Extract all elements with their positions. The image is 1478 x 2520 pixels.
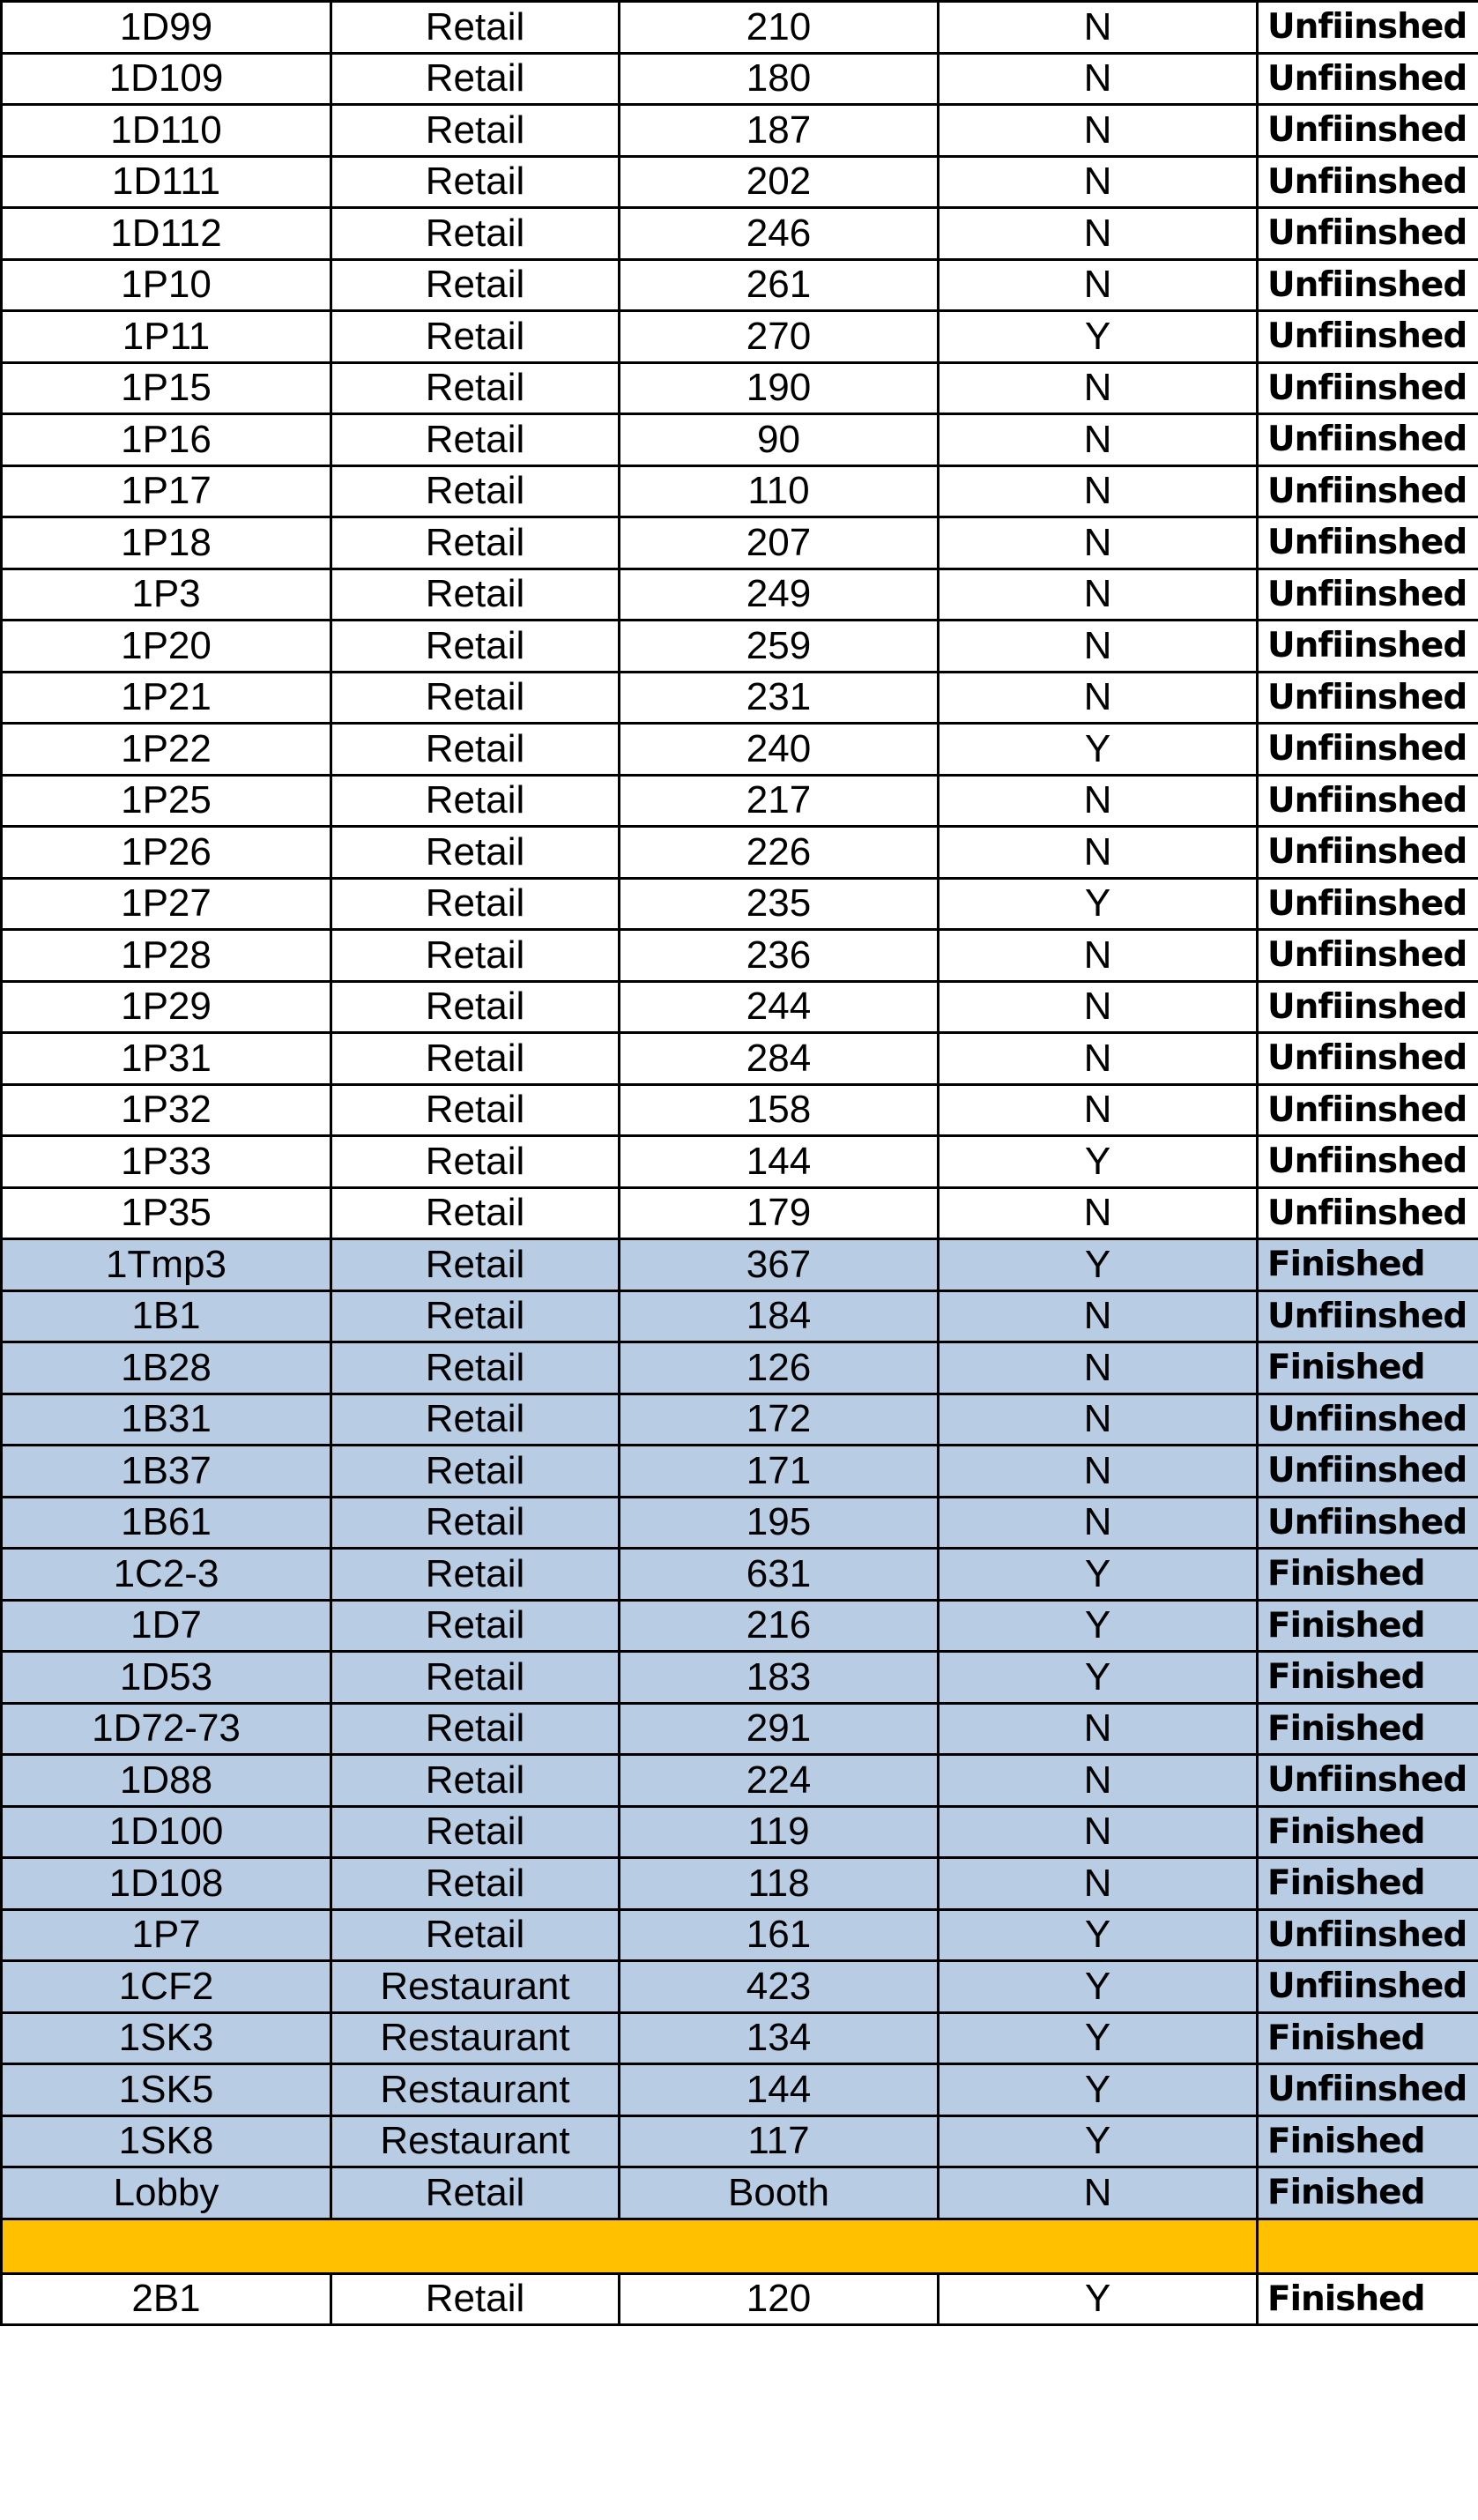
unit-cell: 1D72-73 (2, 1703, 331, 1755)
size-cell: 144 (620, 2064, 939, 2116)
status-cell: Finished (1258, 2115, 1478, 2167)
separator-bar-end (1258, 2219, 1478, 2273)
status-cell: Finished (1258, 1239, 1478, 1291)
type-cell: Retail (331, 1755, 620, 1807)
size-cell: 158 (620, 1084, 939, 1136)
unit-cell: 1B31 (2, 1394, 331, 1446)
type-cell: Retail (331, 1703, 620, 1755)
size-cell: 187 (620, 105, 939, 157)
table-row (2, 1703, 1478, 1755)
table-row (2, 2, 1478, 54)
flag-cell: N (939, 930, 1258, 982)
table-row (2, 53, 1478, 105)
flag-cell: N (939, 53, 1258, 105)
unit-cell: 1B61 (2, 1497, 331, 1549)
unit-cell: 1P11 (2, 311, 331, 363)
size-cell: 270 (620, 311, 939, 363)
flag-cell: Y (939, 1239, 1258, 1291)
flag-cell: N (939, 517, 1258, 569)
status-cell: Unfiinshed (1258, 1446, 1478, 1498)
type-cell: Retail (331, 2, 620, 54)
table-row (2, 2167, 1478, 2219)
unit-cell: 1SK3 (2, 2012, 331, 2064)
unit-cell: 1P27 (2, 878, 331, 930)
type-cell: Retail (331, 1600, 620, 1652)
unit-cell: 1P7 (2, 1909, 331, 1961)
status-cell: Unfiinshed (1258, 1290, 1478, 1342)
size-cell: 216 (620, 1600, 939, 1652)
table-row (2, 1497, 1478, 1549)
size-cell: 202 (620, 156, 939, 208)
flag-cell: Y (939, 724, 1258, 776)
status-cell: Finished (1258, 2273, 1478, 2325)
size-cell: 110 (620, 465, 939, 517)
status-cell: Unfiinshed (1258, 105, 1478, 157)
table-row (2, 1239, 1478, 1291)
table-row (2, 672, 1478, 724)
unit-cell: 1P33 (2, 1136, 331, 1188)
flag-cell: N (939, 2, 1258, 54)
separator-bar (2, 2219, 1258, 2273)
table-row (2, 1961, 1478, 2013)
size-cell: 118 (620, 1858, 939, 1910)
flag-cell: N (939, 1497, 1258, 1549)
size-cell: 224 (620, 1755, 939, 1807)
size-cell: 172 (620, 1394, 939, 1446)
table-row (2, 259, 1478, 311)
unit-cell: 1C2-3 (2, 1549, 331, 1601)
size-cell: 261 (620, 259, 939, 311)
unit-cell: 1P31 (2, 1033, 331, 1085)
type-cell: Retail (331, 1394, 620, 1446)
flag-cell: N (939, 672, 1258, 724)
status-cell: Unfiinshed (1258, 878, 1478, 930)
type-cell: Retail (331, 1187, 620, 1239)
size-cell: 184 (620, 1290, 939, 1342)
table-row (2, 1600, 1478, 1652)
unit-cell: 1B1 (2, 1290, 331, 1342)
flag-cell: Y (939, 1136, 1258, 1188)
size-cell: 246 (620, 208, 939, 260)
unit-cell: 1P28 (2, 930, 331, 982)
size-cell: 244 (620, 981, 939, 1033)
unit-cell: 1SK5 (2, 2064, 331, 2116)
size-cell: 231 (620, 672, 939, 724)
type-cell: Retail (331, 981, 620, 1033)
size-cell: 190 (620, 362, 939, 414)
status-cell: Unfiinshed (1258, 1187, 1478, 1239)
table-row (2, 2115, 1478, 2167)
status-cell: Finished (1258, 1806, 1478, 1858)
flag-cell: Y (939, 1961, 1258, 2013)
flag-cell: N (939, 105, 1258, 157)
type-cell: Retail (331, 208, 620, 260)
flag-cell: N (939, 208, 1258, 260)
status-cell: Finished (1258, 2167, 1478, 2219)
table-row (2, 1136, 1478, 1188)
unit-cell: 1P20 (2, 621, 331, 673)
flag-cell: N (939, 1755, 1258, 1807)
unit-cell: 1P18 (2, 517, 331, 569)
type-cell: Retail (331, 1446, 620, 1498)
status-cell: Unfiinshed (1258, 827, 1478, 879)
unit-cell: 2B1 (2, 2273, 331, 2325)
type-cell: Retail (331, 105, 620, 157)
unit-cell: 1D109 (2, 53, 331, 105)
flag-cell: Y (939, 2064, 1258, 2116)
unit-cell: 1D53 (2, 1652, 331, 1704)
table-row (2, 105, 1478, 157)
unit-cell: 1P26 (2, 827, 331, 879)
table-row (2, 465, 1478, 517)
type-cell: Retail (331, 465, 620, 517)
status-cell: Unfiinshed (1258, 672, 1478, 724)
type-cell: Retail (331, 930, 620, 982)
unit-cell: 1SK8 (2, 2115, 331, 2167)
status-cell: Unfiinshed (1258, 208, 1478, 260)
type-cell: Retail (331, 311, 620, 363)
table-row (2, 878, 1478, 930)
table-row (2, 1033, 1478, 1085)
flag-cell: Y (939, 2115, 1258, 2167)
flag-cell: N (939, 2167, 1258, 2219)
type-cell: Retail (331, 672, 620, 724)
type-cell: Retail (331, 362, 620, 414)
size-cell: 236 (620, 930, 939, 982)
table-row (2, 569, 1478, 621)
type-cell: Retail (331, 2167, 620, 2219)
unit-cell: 1P21 (2, 672, 331, 724)
status-cell: Finished (1258, 1549, 1478, 1601)
flag-cell: Y (939, 1652, 1258, 1704)
flag-cell: N (939, 1084, 1258, 1136)
table-row (2, 1858, 1478, 1910)
type-cell: Retail (331, 1342, 620, 1394)
flag-cell: N (939, 1187, 1258, 1239)
flag-cell: Y (939, 2273, 1258, 2325)
flag-cell: Y (939, 1909, 1258, 1961)
status-cell: Finished (1258, 1600, 1478, 1652)
unit-cell: 1P17 (2, 465, 331, 517)
size-cell: 259 (620, 621, 939, 673)
size-cell: 183 (620, 1652, 939, 1704)
size-cell: 117 (620, 2115, 939, 2167)
size-cell: 631 (620, 1549, 939, 1601)
status-cell: Unfiinshed (1258, 156, 1478, 208)
flag-cell: N (939, 362, 1258, 414)
table-row (2, 1652, 1478, 1704)
size-cell: 217 (620, 775, 939, 827)
status-cell: Unfiinshed (1258, 1909, 1478, 1961)
status-cell: Unfiinshed (1258, 1755, 1478, 1807)
separator-row (2, 2219, 1478, 2273)
status-cell: Unfiinshed (1258, 621, 1478, 673)
status-cell: Unfiinshed (1258, 724, 1478, 776)
unit-cell: 1CF2 (2, 1961, 331, 2013)
flag-cell: N (939, 465, 1258, 517)
table-row (2, 621, 1478, 673)
flag-cell: N (939, 1290, 1258, 1342)
table-row (2, 1806, 1478, 1858)
size-cell: 161 (620, 1909, 939, 1961)
unit-cell: 1D111 (2, 156, 331, 208)
table-row (2, 1755, 1478, 1807)
table-row (2, 2064, 1478, 2116)
table-row (2, 930, 1478, 982)
status-cell: Unfiinshed (1258, 517, 1478, 569)
type-cell: Retail (331, 1033, 620, 1085)
table-row (2, 2273, 1478, 2325)
unit-cell: 1D112 (2, 208, 331, 260)
unit-cell: 1P16 (2, 414, 331, 466)
status-cell: Unfiinshed (1258, 1497, 1478, 1549)
flag-cell: N (939, 1703, 1258, 1755)
flag-cell: N (939, 414, 1258, 466)
size-cell: 284 (620, 1033, 939, 1085)
type-cell: Retail (331, 1239, 620, 1291)
table-row (2, 311, 1478, 363)
size-cell: 179 (620, 1187, 939, 1239)
type-cell: Retail (331, 724, 620, 776)
type-cell: Retail (331, 156, 620, 208)
unit-cell: 1D99 (2, 2, 331, 54)
unit-cell: 1P25 (2, 775, 331, 827)
size-cell: 423 (620, 1961, 939, 2013)
unit-cell: Lobby (2, 2167, 331, 2219)
type-cell: Retail (331, 1549, 620, 1601)
flag-cell: N (939, 621, 1258, 673)
status-cell: Finished (1258, 1652, 1478, 1704)
type-cell: Retail (331, 878, 620, 930)
status-cell: Unfiinshed (1258, 2, 1478, 54)
table-row (2, 362, 1478, 414)
status-cell: Unfiinshed (1258, 1136, 1478, 1188)
flag-cell: N (939, 259, 1258, 311)
size-cell: 210 (620, 2, 939, 54)
table-row (2, 1394, 1478, 1446)
unit-cell: 1P29 (2, 981, 331, 1033)
status-cell: Unfiinshed (1258, 1084, 1478, 1136)
table-row (2, 1342, 1478, 1394)
flag-cell: Y (939, 311, 1258, 363)
type-cell: Retail (331, 621, 620, 673)
size-cell: 120 (620, 2273, 939, 2325)
table-row (2, 1084, 1478, 1136)
unit-cell: 1P22 (2, 724, 331, 776)
type-cell: Retail (331, 1909, 620, 1961)
status-cell: Unfiinshed (1258, 362, 1478, 414)
table-row (2, 1909, 1478, 1961)
status-cell: Unfiinshed (1258, 465, 1478, 517)
type-cell: Retail (331, 53, 620, 105)
type-cell: Retail (331, 569, 620, 621)
flag-cell: N (939, 981, 1258, 1033)
size-cell: 126 (620, 1342, 939, 1394)
size-cell: 180 (620, 53, 939, 105)
type-cell: Retail (331, 1652, 620, 1704)
units-table-body (2, 2, 1478, 2325)
size-cell: 226 (620, 827, 939, 879)
status-cell: Unfiinshed (1258, 569, 1478, 621)
unit-cell: 1B28 (2, 1342, 331, 1394)
table-row (2, 1290, 1478, 1342)
type-cell: Retail (331, 1806, 620, 1858)
unit-cell: 1D108 (2, 1858, 331, 1910)
type-cell: Retail (331, 414, 620, 466)
unit-cell: 1Tmp3 (2, 1239, 331, 1291)
flag-cell: N (939, 1342, 1258, 1394)
status-cell: Finished (1258, 2012, 1478, 2064)
status-cell: Unfiinshed (1258, 775, 1478, 827)
table-row (2, 2012, 1478, 2064)
flag-cell: N (939, 1806, 1258, 1858)
size-cell: 291 (620, 1703, 939, 1755)
size-cell: 144 (620, 1136, 939, 1188)
type-cell: Retail (331, 1084, 620, 1136)
status-cell: Unfiinshed (1258, 311, 1478, 363)
status-cell: Finished (1258, 1703, 1478, 1755)
table-row (2, 1446, 1478, 1498)
status-cell: Unfiinshed (1258, 2064, 1478, 2116)
size-cell: 119 (620, 1806, 939, 1858)
size-cell: 367 (620, 1239, 939, 1291)
flag-cell: N (939, 1446, 1258, 1498)
unit-cell: 1D100 (2, 1806, 331, 1858)
table-row (2, 517, 1478, 569)
table-row (2, 156, 1478, 208)
type-cell: Retail (331, 1858, 620, 1910)
size-cell: 134 (620, 2012, 939, 2064)
flag-cell: N (939, 156, 1258, 208)
size-cell: 90 (620, 414, 939, 466)
status-cell: Unfiinshed (1258, 1394, 1478, 1446)
size-cell: Booth (620, 2167, 939, 2219)
size-cell: 240 (620, 724, 939, 776)
table-row (2, 1187, 1478, 1239)
type-cell: Retail (331, 1136, 620, 1188)
type-cell: Restaurant (331, 1961, 620, 2013)
table-row (2, 724, 1478, 776)
flag-cell: Y (939, 878, 1258, 930)
flag-cell: Y (939, 1600, 1258, 1652)
flag-cell: N (939, 827, 1258, 879)
status-cell: Unfiinshed (1258, 414, 1478, 466)
type-cell: Retail (331, 517, 620, 569)
type-cell: Retail (331, 1290, 620, 1342)
size-cell: 235 (620, 878, 939, 930)
status-cell: Unfiinshed (1258, 1961, 1478, 2013)
status-cell: Finished (1258, 1342, 1478, 1394)
flag-cell: Y (939, 2012, 1258, 2064)
size-cell: 249 (620, 569, 939, 621)
size-cell: 207 (620, 517, 939, 569)
unit-cell: 1P10 (2, 259, 331, 311)
table-row (2, 981, 1478, 1033)
type-cell: Retail (331, 259, 620, 311)
flag-cell: N (939, 1394, 1258, 1446)
unit-cell: 1D110 (2, 105, 331, 157)
size-cell: 171 (620, 1446, 939, 1498)
flag-cell: N (939, 569, 1258, 621)
type-cell: Retail (331, 2273, 620, 2325)
table-row (2, 775, 1478, 827)
type-cell: Restaurant (331, 2115, 620, 2167)
flag-cell: N (939, 1033, 1258, 1085)
unit-cell: 1P32 (2, 1084, 331, 1136)
table-row (2, 208, 1478, 260)
status-cell: Unfiinshed (1258, 53, 1478, 105)
status-cell: Unfiinshed (1258, 981, 1478, 1033)
status-cell: Unfiinshed (1258, 259, 1478, 311)
type-cell: Retail (331, 827, 620, 879)
unit-cell: 1D88 (2, 1755, 331, 1807)
type-cell: Restaurant (331, 2064, 620, 2116)
unit-cell: 1P35 (2, 1187, 331, 1239)
flag-cell: N (939, 1858, 1258, 1910)
table-row (2, 1549, 1478, 1601)
type-cell: Restaurant (331, 2012, 620, 2064)
flag-cell: Y (939, 1549, 1258, 1601)
status-cell: Unfiinshed (1258, 1033, 1478, 1085)
table-row (2, 414, 1478, 466)
unit-cell: 1D7 (2, 1600, 331, 1652)
size-cell: 195 (620, 1497, 939, 1549)
status-cell: Finished (1258, 1858, 1478, 1910)
flag-cell: N (939, 775, 1258, 827)
unit-cell: 1B37 (2, 1446, 331, 1498)
unit-cell: 1P15 (2, 362, 331, 414)
type-cell: Retail (331, 1497, 620, 1549)
table-row (2, 827, 1478, 879)
unit-cell: 1P3 (2, 569, 331, 621)
type-cell: Retail (331, 775, 620, 827)
status-cell: Unfiinshed (1258, 930, 1478, 982)
